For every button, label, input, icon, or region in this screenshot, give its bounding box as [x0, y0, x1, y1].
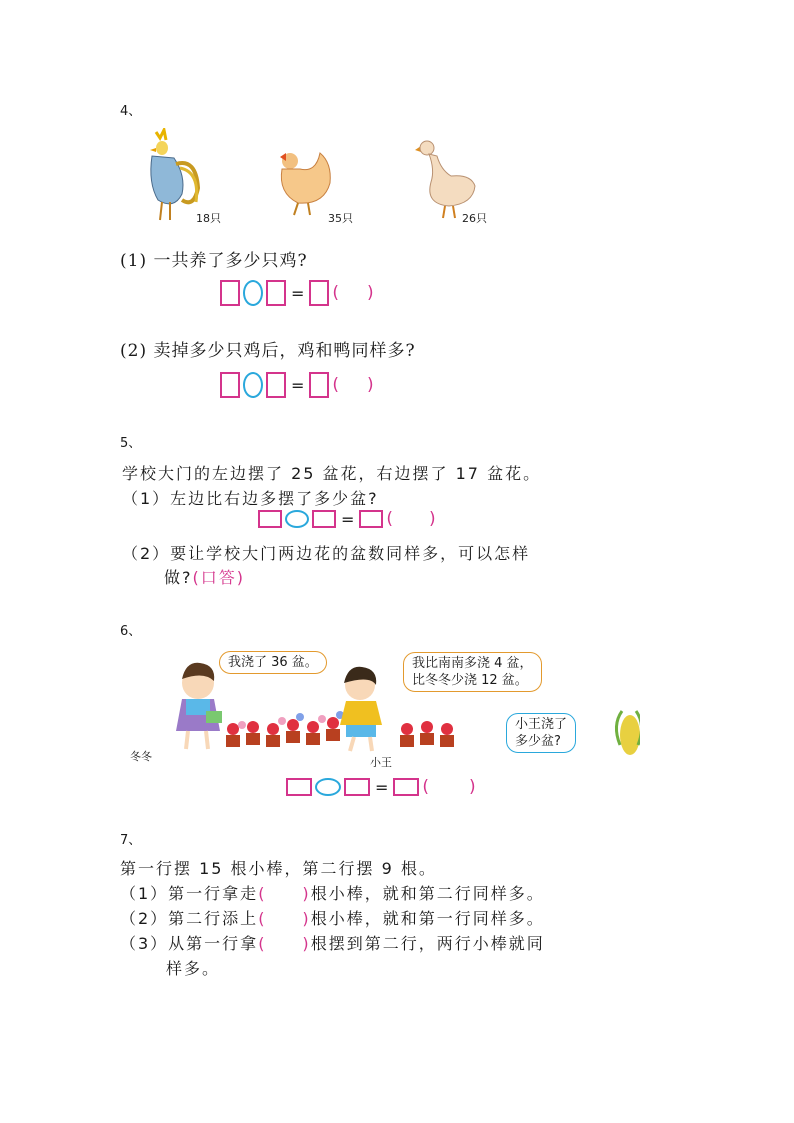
equals-sign: = — [291, 283, 305, 303]
question-7-sub3-line2: 样多。 — [166, 959, 221, 978]
paren-close: ) — [429, 509, 436, 529]
answer-box[interactable] — [312, 510, 336, 528]
paren-open: ( — [422, 777, 430, 797]
equals-sign: = — [291, 375, 305, 395]
paren-close: ) — [367, 283, 374, 303]
equals-sign: = — [341, 509, 355, 529]
question-7-sub1 — [120, 881, 545, 904]
answer-blank[interactable]: ( ) — [258, 884, 311, 903]
q4-equation-2 — [220, 372, 374, 398]
equals-sign: = — [375, 777, 389, 797]
sub3-post: 根摆到第二行，两行小棒就同 — [310, 934, 545, 953]
goose-illustration — [415, 134, 483, 222]
hen-count: 35只 — [328, 212, 353, 225]
paren-open: ( — [332, 283, 340, 303]
question-5-sub2-line2 — [164, 565, 245, 588]
hen-illustration — [272, 143, 342, 219]
answer-blank[interactable]: ( ) — [258, 909, 311, 928]
sub3-pre: （3）从第一行拿 — [120, 934, 259, 953]
q5-equation — [258, 509, 436, 529]
name-label-dongdong: 冬冬 — [130, 750, 152, 763]
question-4-number: 4、 — [120, 104, 142, 119]
answer-blank[interactable]: ( ) — [258, 934, 311, 953]
answer-box[interactable] — [220, 372, 240, 398]
question-7-number: 7、 — [120, 833, 142, 848]
question-4-sub1: (1) 一共养了多少只鸡? — [120, 251, 308, 271]
question-7-sub3 — [120, 931, 545, 954]
sub2-pre: （2）第二行添上 — [120, 909, 259, 928]
sub1-pre: （1）第一行拿走 — [120, 884, 259, 903]
question-5-sub2-line1: （2）要让学校大门两边花的盆数同样多，可以怎样 — [122, 544, 531, 563]
paren-close: ) — [367, 375, 374, 395]
operator-oval[interactable] — [243, 280, 263, 306]
goose-icon — [415, 134, 483, 222]
sub2-post: 根小棒，就和第一行同样多。 — [310, 909, 545, 928]
operator-oval[interactable] — [243, 372, 263, 398]
sub1-post: 根小棒，就和第二行同样多。 — [310, 884, 545, 903]
hen-icon — [272, 143, 342, 219]
paren-open: ( — [386, 509, 394, 529]
bubble-mid-line1: 我比南南多浇 4 盆， — [412, 656, 533, 671]
goose-count: 26只 — [462, 212, 487, 225]
answer-box[interactable] — [309, 372, 329, 398]
q4-equation-1 — [220, 280, 374, 306]
question-5-hint: (口答) — [192, 568, 245, 587]
operator-oval[interactable] — [285, 510, 309, 528]
watering-scene-illustration — [160, 655, 640, 763]
answer-box[interactable] — [359, 510, 383, 528]
answer-box[interactable] — [286, 778, 312, 796]
question-4-sub2: (2) 卖掉多少只鸡后，鸡和鸭同样多? — [120, 341, 416, 361]
question-5-sub1: （1）左边比右边多摆了多少盆? — [122, 489, 379, 508]
answer-box[interactable] — [266, 280, 286, 306]
paren-close: ) — [469, 777, 476, 797]
answer-box[interactable] — [309, 280, 329, 306]
question-7-sub2 — [120, 906, 545, 929]
bubble-right-line1: 小王浇了 — [515, 717, 568, 732]
bubble-mid-line2: 比冬冬少浇 12 盆。 — [412, 673, 528, 688]
operator-oval[interactable] — [315, 778, 341, 796]
speech-bubble-left: 我浇了 36 盆。 — [219, 651, 327, 674]
answer-box[interactable] — [266, 372, 286, 398]
question-5-number: 5、 — [120, 436, 142, 451]
q6-equation — [286, 777, 476, 797]
question-5-stem: 学校大门的左边摆了 25 盆花，右边摆了 17 盆花。 — [122, 464, 542, 483]
name-label-xiaowang: 小王 — [370, 756, 392, 769]
paren-open: ( — [332, 375, 340, 395]
bubble-right-line2: 多少盆? — [515, 734, 561, 749]
question-7-stem: 第一行摆 15 根小棒，第二行摆 9 根。 — [120, 859, 437, 878]
watering-scene-icon — [160, 655, 640, 763]
question-5-sub2-text: 做? — [164, 568, 193, 587]
rooster-count: 18只 — [196, 212, 221, 225]
question-6-number: 6、 — [120, 624, 142, 639]
answer-box[interactable] — [344, 778, 370, 796]
answer-box[interactable] — [258, 510, 282, 528]
answer-box[interactable] — [220, 280, 240, 306]
answer-box[interactable] — [393, 778, 419, 796]
